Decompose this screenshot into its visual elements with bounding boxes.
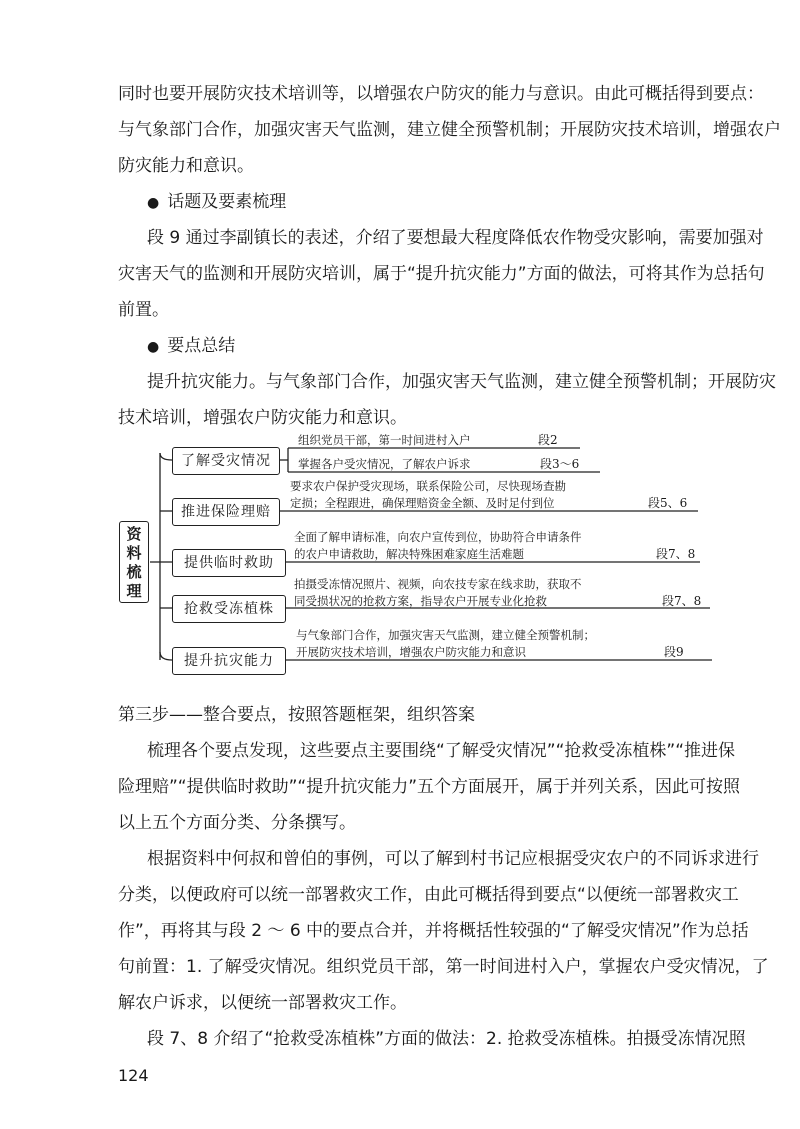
paragraph-ref: 段9 (664, 645, 684, 659)
text-line: 根据资料中何叔和曾伯的事例，可以了解到村书记应根据受灾农户的不同诉求进行 (147, 849, 759, 869)
page-number: 124 (118, 1066, 149, 1085)
section-heading: ● 话题及要素梳理 (147, 190, 286, 215)
paragraph-ref: 段3～6 (540, 457, 580, 471)
text-line: 解农户诉求，以便统一部署救灾工作。 (118, 993, 407, 1013)
branch-note: 定损；全程跟进，确保理赔资金全额、及时足付到位 (290, 496, 555, 510)
root-char: 梳 (126, 563, 142, 581)
branch-node: 推进保险理赔 (172, 498, 280, 526)
root-char: 资 (126, 525, 142, 543)
text-line: 段 7、8 介绍了“抢救受冻植株”方面的做法：2. 抢救受冻植株。拍摄受冻情况照 (147, 1029, 746, 1049)
step-heading: 第三步——整合要点，按照答题框架，组织答案 (118, 705, 475, 725)
text-line: 灾害天气的监测和开展防灾培训，属于“提升抗灾能力”方面的做法，可将其作为总括句 (118, 264, 765, 284)
branch-note: 掌握各户受灾情况，了解农户诉求 (298, 457, 471, 471)
text-line: 提升抗灾能力。与气象部门合作，加强灾害天气监测，建立健全预警机制；开展防灾 (147, 372, 776, 392)
branch-note: 全面了解申请标准，向农户宣传到位，协助符合申请条件 (294, 530, 582, 544)
text-line: 以上五个方面分类、分条撰写。 (118, 813, 356, 833)
text-line: 与气象部门合作，加强灾害天气监测，建立健全预警机制；开展防灾技术培训，增强农户 (118, 120, 781, 140)
root-char: 料 (126, 544, 142, 562)
branch-note: 要求农户保护受灾现场，联系保险公司，尽快现场查勘 (290, 479, 566, 493)
text-line: 分类，以便政府可以统一部署救灾工作，由此可概括得到要点“以便统一部署救灾工 (118, 885, 739, 905)
branch-node: 了解受灾情况 (172, 447, 280, 475)
text-line: 防灾能力和意识。 (118, 156, 254, 176)
text-line: 技术培训，增强农户防灾能力和意识。 (118, 408, 407, 428)
branch-note: 拍摄受冻情况照片、视频，向农技专家在线求助，获取不 (294, 577, 582, 591)
text-line: 梳理各个要点发现，这些要点主要围绕“了解受灾情况”“抢救受冻植株”“推进保 (147, 741, 736, 761)
root-char: 理 (126, 582, 142, 600)
branch-note: 组织党员干部，第一时间进村入户 (298, 433, 471, 447)
branch-node: 提升抗灾能力 (172, 647, 286, 675)
paragraph-ref: 段2 (538, 433, 558, 447)
paragraph-ref: 段7、8 (656, 547, 696, 561)
root-node (119, 521, 149, 603)
paragraph-ref: 段7、8 (662, 594, 702, 608)
branch-note: 的农户申请救助，解决特殊困难家庭生活难题 (294, 547, 524, 561)
branch-note: 与气象部门合作，加强灾害天气监测，建立健全预警机制； (296, 628, 595, 642)
branch-node: 抢救受冻植株 (172, 595, 286, 623)
text-line: 段 9 通过李副镇长的表述，介绍了要想最大程度降低农作物受灾影响，需要加强对 (147, 228, 764, 248)
text-line: 同时也要开展防灾技术培训等，以增强农户防灾的能力与意识。由此可概括得到要点： (118, 84, 764, 104)
branch-note: 开展防灾技术培训，增强农户防灾能力和意识 (296, 645, 526, 659)
text-line: 前置。 (118, 300, 169, 320)
text-line: 句前置：1. 了解受灾情况。组织党员干部，第一时间进村入户，掌握农户受灾情况，了 (118, 957, 769, 977)
text-line: 险理赔”“提供临时救助”“提升抗灾能力”五个方面展开，属于并列关系，因此可按照 (118, 777, 741, 797)
section-heading: ● 要点总结 (147, 334, 235, 359)
paragraph-ref: 段5、6 (648, 496, 688, 510)
text-line: 作”，再将其与段 2 ～ 6 中的要点合并，并将概括性较强的“了解受灾情况”作为总括 (118, 921, 749, 941)
branch-note: 同受损状况的抢救方案，指导农户开展专业化抢救 (294, 594, 547, 608)
branch-node: 提供临时救助 (172, 549, 286, 577)
